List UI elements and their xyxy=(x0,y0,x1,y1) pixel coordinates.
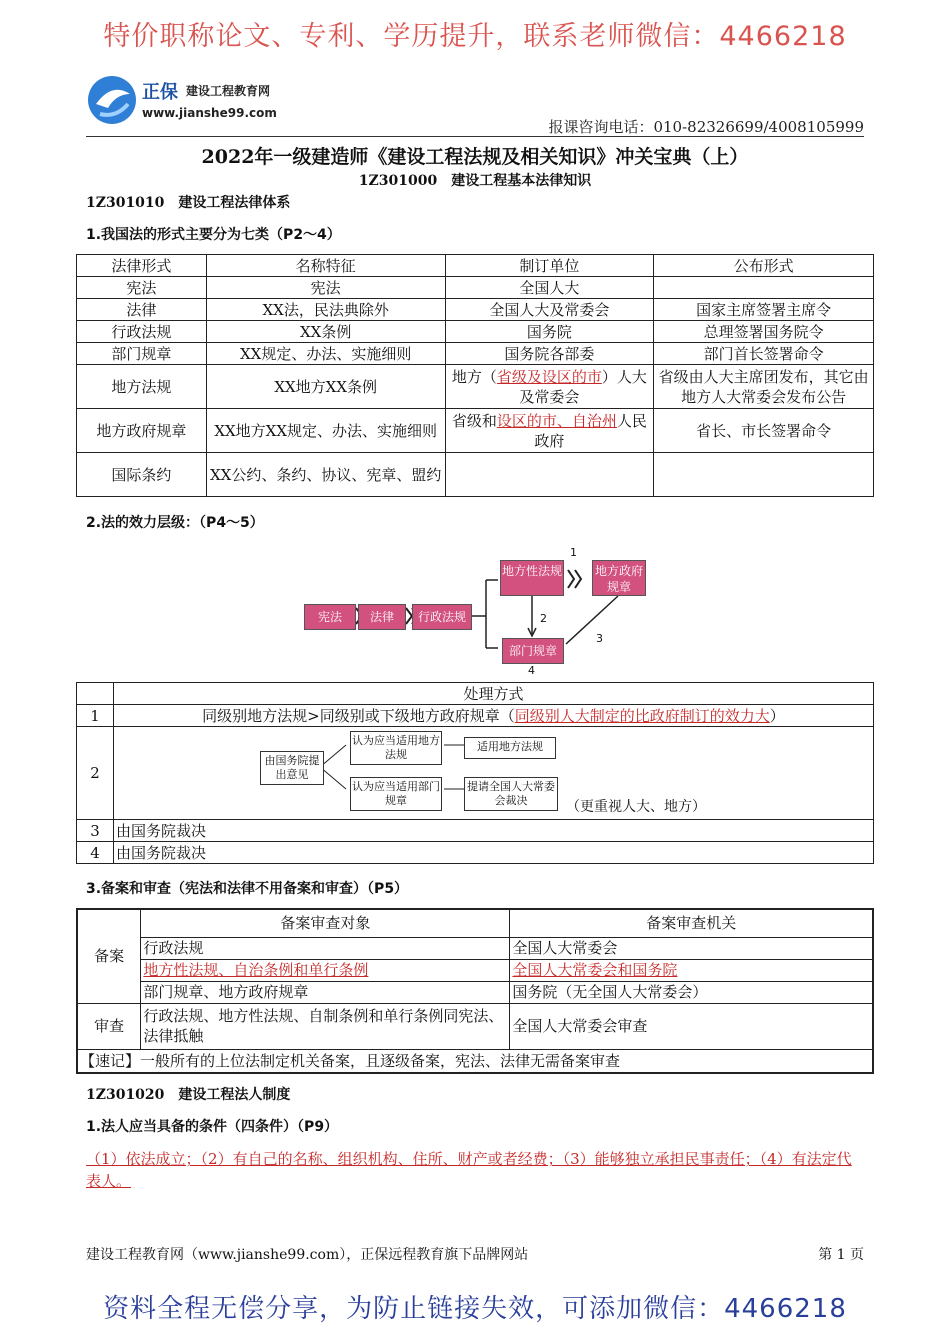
table-cell xyxy=(654,277,874,299)
table-cell: 4 xyxy=(77,842,114,864)
flow-result-b: 提请全国人大常委会裁决 xyxy=(464,777,558,811)
table-cell: 国务院（无全国人大常委会） xyxy=(510,981,873,1003)
law-forms-table xyxy=(76,254,874,497)
table-cell: 全国人大常委会审查 xyxy=(510,1003,873,1049)
table-row xyxy=(77,277,874,299)
table-header-row xyxy=(77,255,874,277)
table-cell xyxy=(445,409,654,453)
logo xyxy=(86,72,296,128)
row1-highlight: 同级别人大制定的比政府制订的效力大 xyxy=(514,706,770,725)
section-heading-2: 1Z301020 建设工程法人制度 xyxy=(86,1087,291,1103)
table-row xyxy=(77,820,874,842)
table-row xyxy=(77,981,873,1003)
chain-law: 法律 xyxy=(358,604,406,630)
conflict-table xyxy=(76,682,874,864)
page-number: 第 1 页 xyxy=(818,1247,864,1263)
header-cell: 制订单位 xyxy=(445,255,654,277)
table-cell xyxy=(510,959,873,981)
filing-table xyxy=(76,908,874,1074)
local-law-box: 地方性法规 xyxy=(500,560,564,596)
table-cell: 省长、市长签署命令 xyxy=(654,409,874,453)
table-cell: 全国人大常委会 xyxy=(510,937,873,959)
table-cell: 国际条约 xyxy=(77,453,207,497)
heading-law-forms: 1.我国法的形式主要分为七类（P2～4） xyxy=(86,227,341,243)
table-cell: 全国人大及常委会 xyxy=(445,299,654,321)
table-cell: 2 xyxy=(77,727,114,820)
table-cell: 宪法 xyxy=(77,277,207,299)
logo-url: www.jianshe99.com xyxy=(142,106,277,120)
legal-person-conditions: （1）依法成立；（2）有自己的名称、组织机构、住所、财产或者经费；（3）能够独立承担民事责任；（4）有法定代表人。 xyxy=(86,1150,852,1190)
top-banner: 特价职称论文、专利、学历提升，联系老师微信：4466218 xyxy=(103,21,847,52)
table-row xyxy=(77,453,874,497)
table-cell: XX规定、办法、实施细则 xyxy=(206,343,445,365)
table-cell: 地方法规 xyxy=(77,365,207,409)
filing-label: 备案 xyxy=(77,909,141,1003)
flow-option-a: 认为应当适用地方法规 xyxy=(350,731,442,765)
table-cell: 全国人大 xyxy=(445,277,654,299)
diagram-num-3: 3 xyxy=(596,632,603,645)
flow-result-a: 适用地方法规 xyxy=(464,737,556,759)
table-cell: XX条例 xyxy=(206,321,445,343)
table-cell: XX地方XX规定、办法、实施细则 xyxy=(206,409,445,453)
table-cell: 行政法规、地方性法规、自制条例和单行条例同宪法、法律抵触 xyxy=(141,1003,510,1049)
diagram-num-1: 1 xyxy=(570,546,577,559)
doc-title: 2022年一级建造师《建设工程法规及相关知识》冲关宝典（上） xyxy=(201,146,749,168)
hierarchy-diagram xyxy=(300,540,660,680)
highlight-text: 全国人大常委会和国务院 xyxy=(512,961,678,979)
flow-note: （更重视人大、地方） xyxy=(565,799,706,815)
table-cell xyxy=(445,365,654,409)
table-cell: 1 xyxy=(77,705,114,727)
table-row xyxy=(77,343,874,365)
table-cell xyxy=(113,705,873,727)
flow-diagram xyxy=(114,727,873,819)
table-cell: 行政法规 xyxy=(77,321,207,343)
table-cell: 地方政府规章 xyxy=(77,409,207,453)
header-divider xyxy=(86,136,864,137)
table-cell: 国务院各部委 xyxy=(445,343,654,365)
maker-suffix: 人民政府 xyxy=(534,411,647,450)
table-row xyxy=(77,842,874,864)
table-header-row xyxy=(77,683,874,705)
table-row xyxy=(77,727,874,820)
note-cell: 【速记】一般所有的上位法制定机关备案，且逐级备案，宪法、法律无需备案审查 xyxy=(77,1049,873,1073)
table-row xyxy=(77,299,874,321)
table-cell: 由国务院裁决 xyxy=(113,820,873,842)
table-cell xyxy=(113,727,873,820)
table-cell: 国家主席签署主席令 xyxy=(654,299,874,321)
table-row xyxy=(77,321,874,343)
table-row xyxy=(77,937,873,959)
maker-prefix: 地方（ xyxy=(451,367,497,386)
table-cell: 省级由人大主席团发布，其它由地方人大常委会发布公告 xyxy=(654,365,874,409)
hotline: 报课咨询电话：010-82326699/4008105999 xyxy=(548,118,864,136)
table-cell: XX地方XX条例 xyxy=(206,365,445,409)
table-cell xyxy=(77,683,114,705)
header-cell: 备案审查对象 xyxy=(141,909,510,937)
bottom-banner: 资料全程无偿分享，为防止链接失效，可添加微信：4466218 xyxy=(103,1294,847,1324)
maker-highlight: 设区的市、自治州 xyxy=(496,411,617,430)
table-cell: 由国务院裁决 xyxy=(113,842,873,864)
diagram-num-4: 4 xyxy=(528,664,535,677)
table-cell: 行政法规 xyxy=(141,937,510,959)
table-cell: 3 xyxy=(77,820,114,842)
table-cell: 法律 xyxy=(77,299,207,321)
table-cell: 宪法 xyxy=(206,277,445,299)
table-cell: 部门规章、地方政府规章 xyxy=(141,981,510,1003)
heading-hierarchy: 2.法的效力层级：（P4～5） xyxy=(86,515,264,531)
table-header-row xyxy=(77,909,873,937)
maker-highlight: 省级及设区的市 xyxy=(496,367,602,386)
header-cell: 处理方式 xyxy=(113,683,873,705)
table-row xyxy=(77,409,874,453)
table-row xyxy=(77,1049,873,1073)
maker-suffix: ）人大及常委会 xyxy=(519,367,647,406)
table-cell: 部门规章 xyxy=(77,343,207,365)
table-row xyxy=(77,959,873,981)
table-row xyxy=(77,1003,873,1049)
flow-option-b: 认为应当适用部门规章 xyxy=(350,777,442,811)
table-cell: 国务院 xyxy=(445,321,654,343)
header-cell: 备案审查机关 xyxy=(510,909,873,937)
chain-admin-reg: 行政法规 xyxy=(412,604,472,630)
dept-rule-box: 部门规章 xyxy=(502,638,564,664)
header-cell: 公布形式 xyxy=(654,255,874,277)
table-row xyxy=(77,705,874,727)
heading-legal-person: 1.法人应当具备的条件（四条件）（P9） xyxy=(86,1119,339,1135)
header-cell: 名称特征 xyxy=(206,255,445,277)
diagram-num-2: 2 xyxy=(540,612,547,625)
heading-filing: 3.备案和审查（宪法和法律不用备案和审查）（P5） xyxy=(86,881,409,897)
table-cell: 部门首长签署命令 xyxy=(654,343,874,365)
table-cell: XX法，民法典除外 xyxy=(206,299,445,321)
table-cell xyxy=(445,453,654,497)
logo-subtitle: 建设工程教育网 xyxy=(186,84,271,98)
flow-start: 由国务院提出意见 xyxy=(260,751,324,785)
doc-subtitle: 1Z301000 建设工程基本法律知识 xyxy=(358,173,592,189)
table-cell xyxy=(654,453,874,497)
footer-site: 建设工程教育网（www.jianshe99.com），正保远程教育旗下品牌网站 xyxy=(86,1247,529,1263)
section-heading-1: 1Z301010 建设工程法律体系 xyxy=(86,195,291,211)
maker-prefix: 省级和 xyxy=(451,411,497,430)
review-label: 审查 xyxy=(77,1003,141,1049)
header-cell: 法律形式 xyxy=(77,255,207,277)
row1-end: ） xyxy=(769,706,785,725)
table-cell xyxy=(141,959,510,981)
table-cell: XX公约、条约、协议、宪章、盟约 xyxy=(206,453,445,497)
chain-constitution: 宪法 xyxy=(304,604,356,630)
logo-brand: 正保 xyxy=(142,82,178,103)
table-row xyxy=(77,365,874,409)
local-rule-box: 地方政府规章 xyxy=(592,560,646,596)
table-cell: 总理签署国务院令 xyxy=(654,321,874,343)
logo-icon xyxy=(86,74,138,126)
highlight-text: 地方性法规、自治条例和单行条例 xyxy=(143,961,369,979)
row1-text: 同级别地方法规>同级别或下级地方政府规章（ xyxy=(202,706,515,725)
